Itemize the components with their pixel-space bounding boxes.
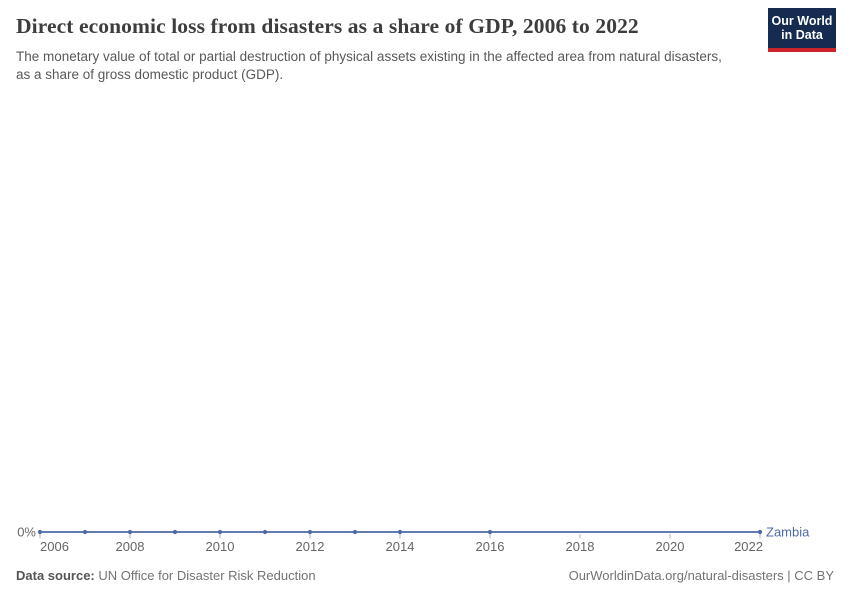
data-source-value: UN Office for Disaster Risk Reduction: [94, 568, 316, 583]
data-point-marker[interactable]: [758, 530, 762, 534]
x-axis-tick-label: 2016: [475, 539, 505, 554]
x-axis-tick-label: 2022: [734, 539, 763, 554]
series-end-label[interactable]: Zambia: [766, 524, 810, 540]
owid-logo-text: Our World in Data: [768, 8, 836, 48]
data-point-marker[interactable]: [263, 530, 267, 534]
attribution[interactable]: OurWorldinData.org/natural-disasters | CC BY: [568, 568, 834, 583]
x-axis-tick-label: 2018: [565, 539, 595, 554]
data-point-marker[interactable]: [173, 530, 177, 534]
chart-footer: [16, 568, 834, 583]
data-point-marker[interactable]: [353, 530, 357, 534]
x-axis-tick-label: 2010: [205, 539, 235, 554]
data-point-marker[interactable]: [83, 530, 87, 534]
data-point-marker[interactable]: [398, 530, 402, 534]
chart-subtitle: The monetary value of total or partial destruction of physical assets existing in the affected area from natural disasters, as a share of gross domestic product (GDP).: [16, 49, 722, 82]
x-axis-tick-label: 2006: [40, 539, 69, 554]
y-axis-tick-label: 0%: [17, 524, 36, 540]
data-point-marker[interactable]: [488, 530, 492, 534]
data-point-marker[interactable]: [128, 530, 132, 534]
data-source-label: Data source:: [16, 568, 95, 583]
x-axis-tick-label: 2008: [115, 539, 145, 554]
x-axis-tick-label: 2012: [295, 539, 325, 554]
data-point-marker[interactable]: [218, 530, 222, 534]
data-point-marker[interactable]: [308, 530, 312, 534]
page-title: Direct economic loss from disasters as a share of GDP, 2006 to 2022: [16, 14, 639, 38]
x-axis-tick-label: 2014: [385, 539, 415, 554]
data-point-marker[interactable]: [38, 530, 42, 534]
x-axis-tick-label: 2020: [655, 539, 685, 554]
data-source: [16, 568, 316, 583]
